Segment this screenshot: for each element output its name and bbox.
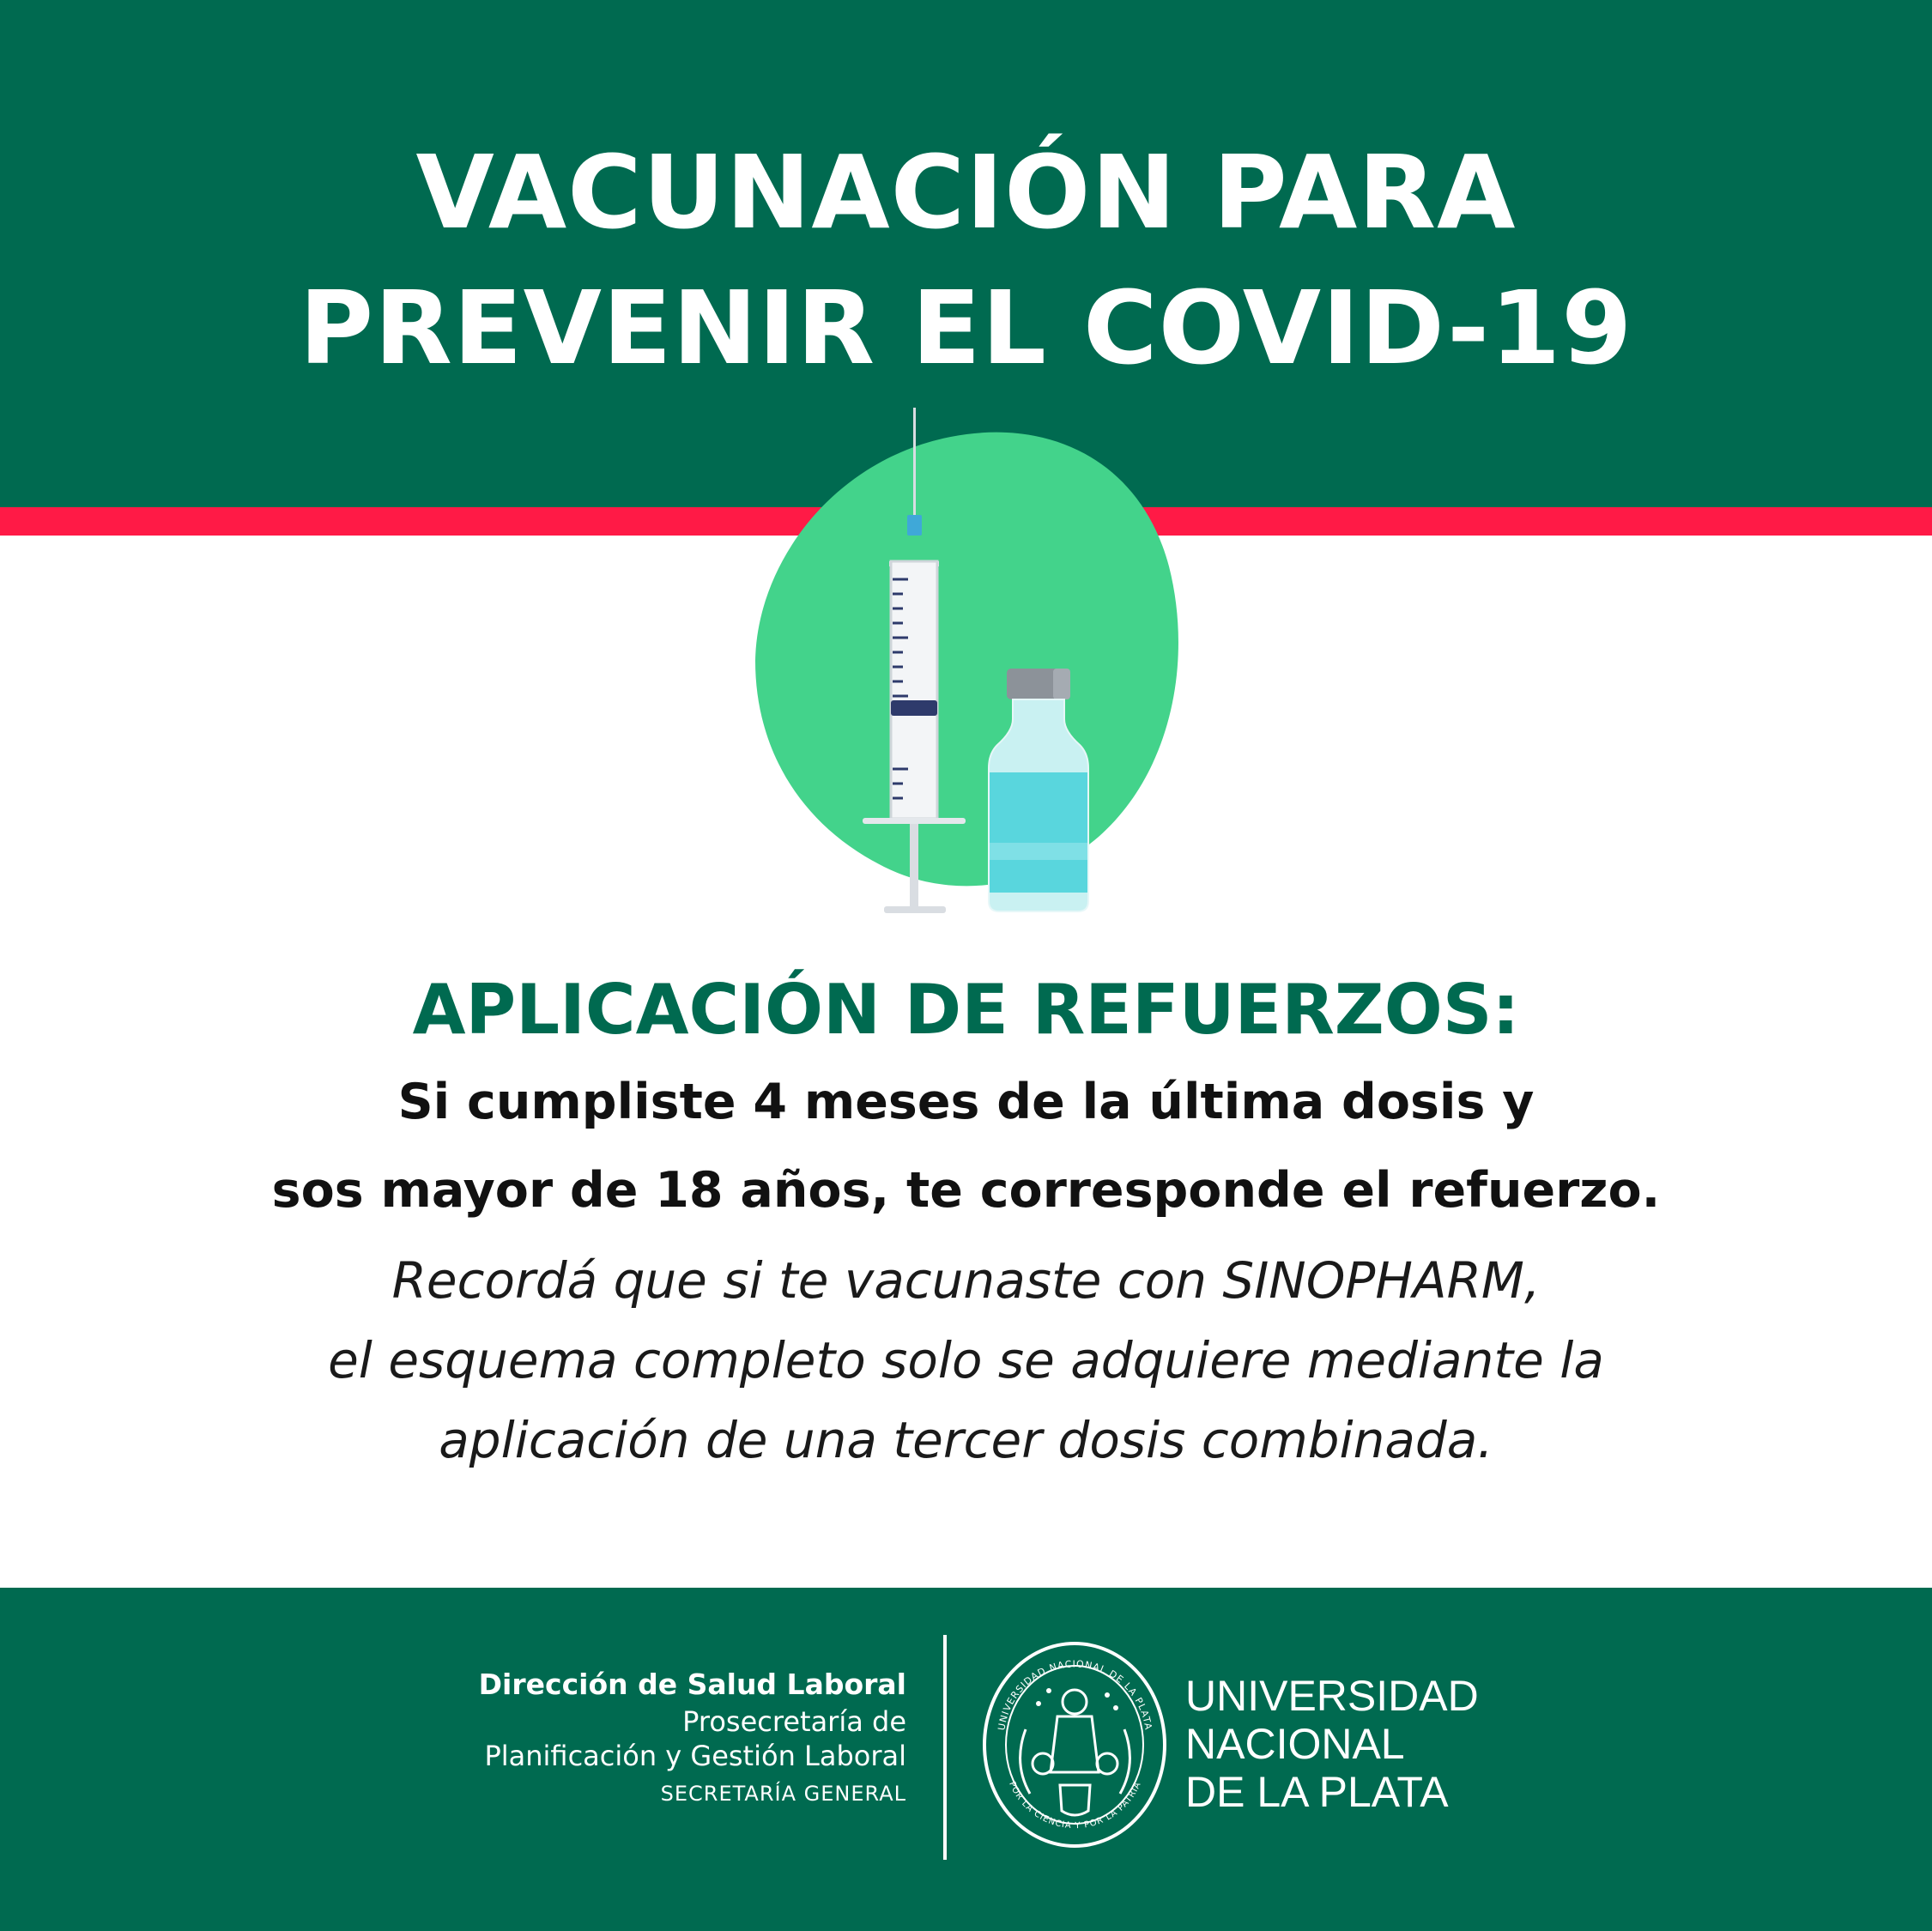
eligibility-text	[0, 1058, 1932, 1235]
secretaria-general: SECRETARÍA GENERAL	[660, 1782, 906, 1806]
university-line-2: NACIONAL	[1185, 1720, 1405, 1768]
vaccine-illustration	[738, 403, 1202, 918]
page-title	[0, 124, 1932, 396]
prosecretaria-line-1: Prosecretaría de	[682, 1705, 906, 1738]
university-line-3: DE LA PLATA	[1185, 1768, 1449, 1816]
note-line-1: Recordá que si te vacunaste con SINOPHARM,	[391, 1251, 1541, 1310]
department-name: Dirección de Salud Laboral	[478, 1668, 906, 1701]
eligibility-line-1: Si cumpliste 4 meses de la última dosis y	[397, 1074, 1535, 1130]
green-blob	[755, 433, 1178, 887]
eligibility-line-2: sos mayor de 18 años, te corresponde el refuerzo.	[271, 1162, 1661, 1219]
footer-divider	[943, 1635, 947, 1860]
subtitle-refuerzos: APLICACIÓN DE REFUERZOS:	[412, 970, 1520, 1050]
svg-text:UNIVERSIDAD NACIONAL DE LA PLA: UNIVERSIDAD NACIONAL DE LA PLATA	[996, 1658, 1154, 1732]
prosecretaria-line-2: Planificación y Gestión Laboral	[484, 1740, 906, 1772]
university-line-1: UNIVERSIDAD	[1185, 1672, 1479, 1720]
note-line-2: el esquema completo solo se adquiere mediante la	[328, 1331, 1604, 1389]
sinopharm-note	[0, 1241, 1932, 1480]
title-line-2: PREVENIR EL COVID-19	[299, 269, 1633, 387]
university-name	[1185, 1672, 1479, 1816]
university-seal-icon	[978, 1635, 1172, 1854]
title-line-1: VACUNACIÓN PARA	[415, 133, 1517, 251]
footer-band	[0, 1588, 1932, 1931]
note-line-3: aplicación de una tercer dosis combinada.	[439, 1411, 1493, 1469]
svg-text:POR LA CIENCIA Y POR LA PATRIA: POR LA CIENCIA Y POR LA PATRIA	[1007, 1780, 1143, 1831]
footer-department-info	[479, 1665, 906, 1814]
